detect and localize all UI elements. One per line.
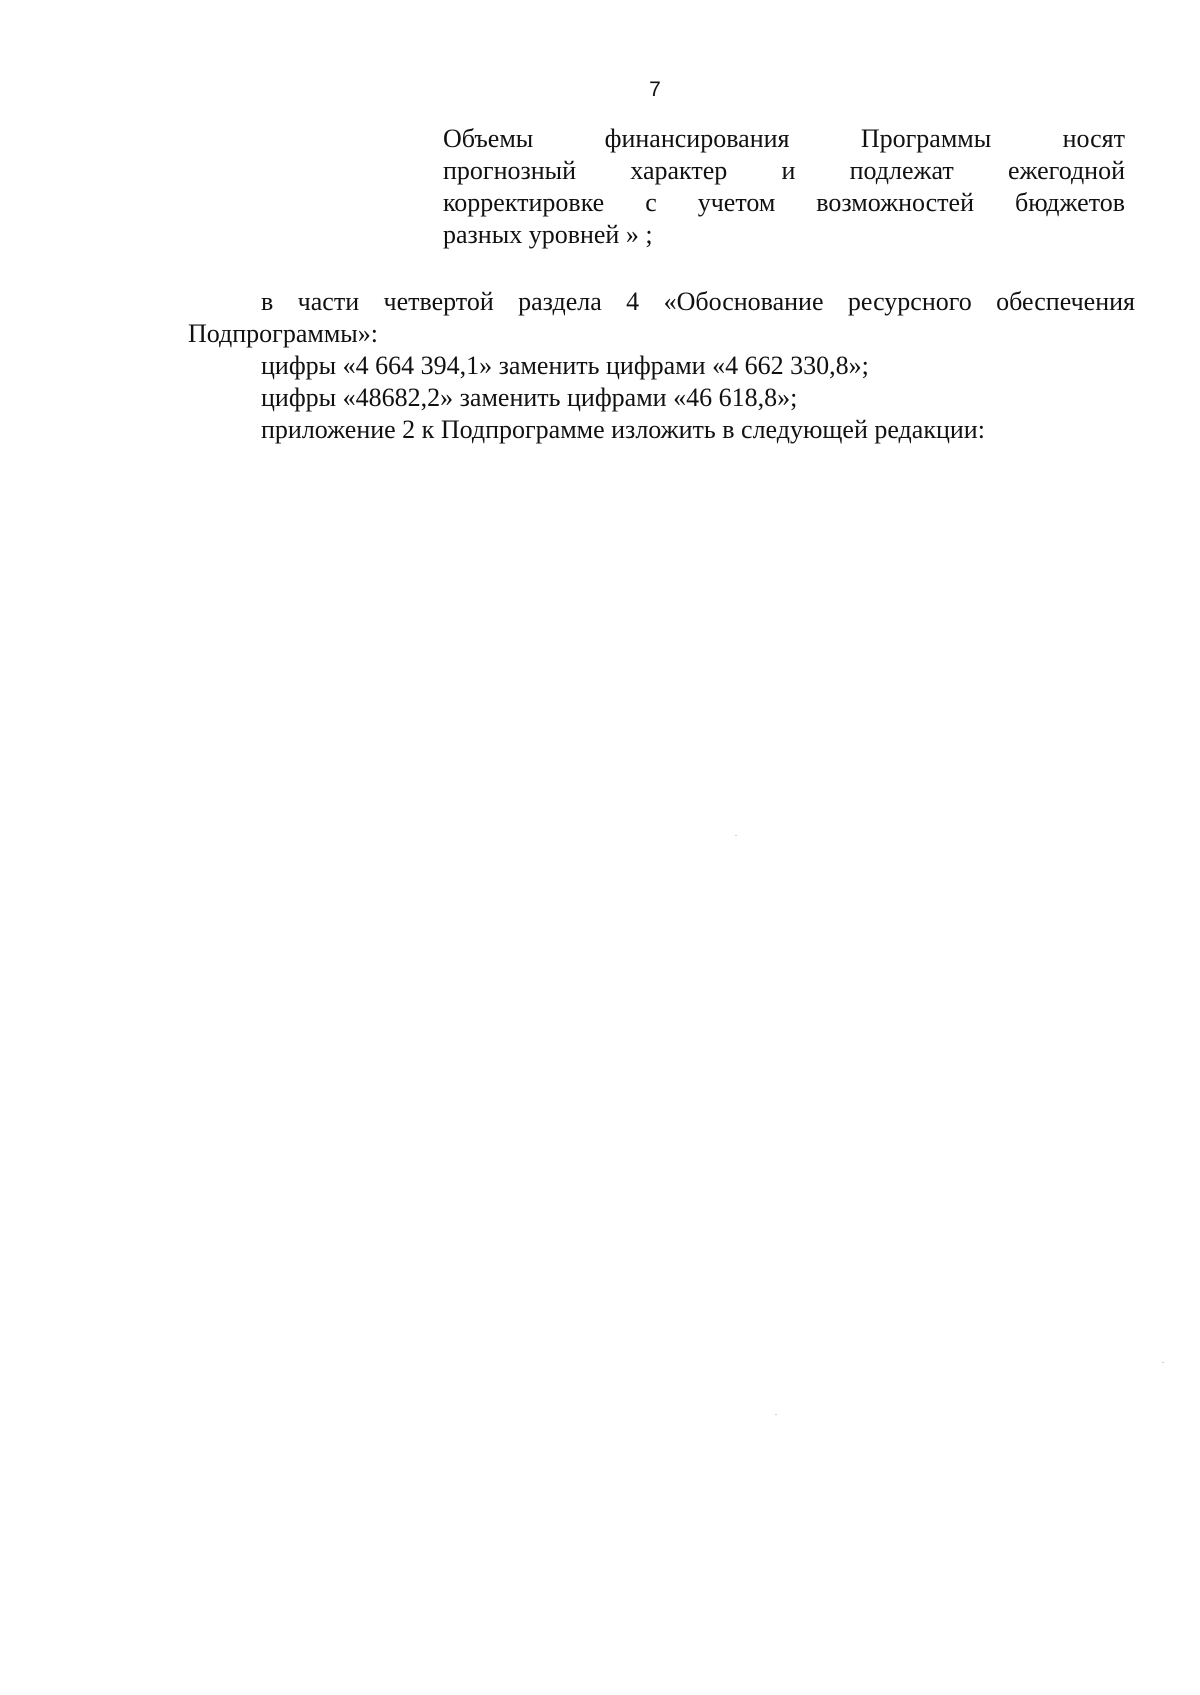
section-4-paragraph: в части четвертой раздела 4 «Обоснование ресурсного обеспечения Подпрограммы»: <box>188 287 1135 348</box>
quote-line-1: Объемы финансирования Программы носят <box>443 124 1125 153</box>
figures-replacement-2: цифры «48682,2» заменить цифрами «46 618,8»; <box>261 383 798 412</box>
figures-replacement-1: цифры «4 664 394,1» заменить цифрами «4 662 330,8»; <box>261 351 869 380</box>
page-number: 7 <box>649 78 661 101</box>
scan-speck <box>775 1414 777 1415</box>
quoted-program-text <box>443 123 1125 251</box>
quote-line-4: разных уровней » ; <box>443 220 653 249</box>
quote-line-2: прогнозный характер и подлежат ежегодной <box>443 156 1125 185</box>
scan-speck <box>1162 1362 1164 1363</box>
quote-line-3: корректировке с учетом возможностей бюджетов <box>443 188 1125 217</box>
appendix-2-statement: приложение 2 к Подпрограмме изложить в следующей редакции: <box>261 415 985 444</box>
amendment-text <box>188 286 1135 446</box>
scan-speck <box>735 835 737 836</box>
